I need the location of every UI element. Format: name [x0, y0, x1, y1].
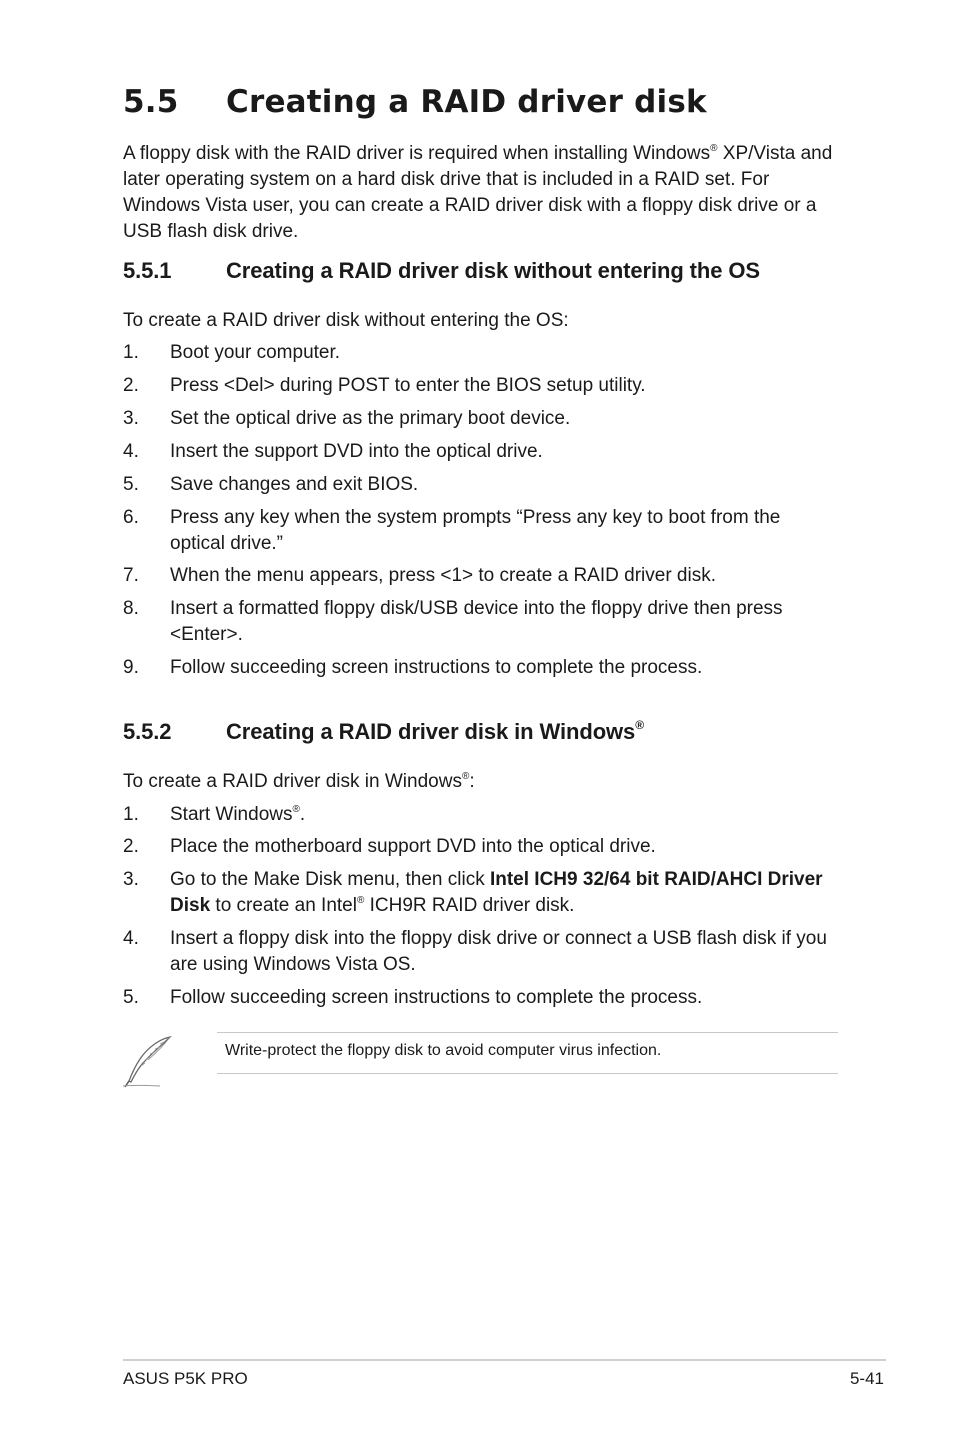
feather-pen-icon	[120, 1033, 176, 1089]
footer-page-number: 5-41	[849, 1369, 884, 1388]
subsection-title: Creating a RAID driver disk without entering the OS	[226, 258, 760, 283]
sub2-lead: To create a RAID driver disk in Windows®:	[123, 771, 475, 792]
note-text: Write-protect the floppy disk to avoid computer virus infection.	[225, 1042, 662, 1059]
list-item: 6. Press any key when the system prompts “Press any key to boot from the optical drive.”	[123, 507, 781, 554]
subsection-title: Creating a RAID driver disk in Windows	[226, 719, 636, 744]
footer-divider	[123, 1359, 886, 1361]
section-number: 5.5	[123, 84, 179, 120]
list-item: 2. Press <Del> during POST to enter the BIOS setup utility.	[123, 375, 646, 396]
subsection-number: 5.5.1	[123, 258, 172, 283]
subsection-heading-2: 5.5.2 Creating a RAID driver disk in Windows®	[123, 718, 644, 744]
sub1-lead: To create a RAID driver disk without entering the OS:	[123, 310, 569, 331]
list-item: 5. Follow succeeding screen instructions to complete the process.	[123, 987, 703, 1008]
list-item: 9. Follow succeeding screen instructions to complete the process.	[123, 657, 703, 678]
list-item: 1. Start Windows®.	[123, 804, 306, 825]
intro-paragraph: A floppy disk with the RAID driver is required when installing Windows® XP/Vista and later operating system on a hard disk drive that is included in a RAID set. For Windows Vista user, you can create a RAID driver disk with a floppy disk drive or a USB flash disk drive.	[123, 143, 833, 242]
list-item: 8. Insert a formatted floppy disk/USB device into the floppy drive then press <Enter>.	[123, 598, 783, 645]
footer-product-name: ASUS P5K PRO	[123, 1369, 248, 1388]
list-item: 3. Go to the Make Disk menu, then click Intel ICH9 32/64 bit RAID/AHCI Driver Disk to create an Intel® ICH9R RAID driver disk.	[123, 869, 823, 916]
section-heading	[123, 84, 707, 120]
menu-item-name: Intel ICH9 32/64 bit RAID/AHCI Driver Disk	[170, 869, 823, 916]
subsection-number: 5.5.2	[123, 719, 172, 744]
list-item: 4. Insert a floppy disk into the floppy disk drive or connect a USB flash disk if you are using Windows Vista OS.	[123, 928, 827, 975]
note-box	[217, 1032, 838, 1074]
list-item: 5. Save changes and exit BIOS.	[123, 474, 419, 495]
list-item: 1. Boot your computer.	[123, 342, 341, 363]
list-item: 3. Set the optical drive as the primary boot device.	[123, 408, 571, 429]
list-item: 7. When the menu appears, press <1> to create a RAID driver disk.	[123, 565, 716, 586]
list-item: 2. Place the motherboard support DVD into the optical drive.	[123, 836, 656, 857]
subsection-heading-1	[123, 258, 760, 284]
list-item: 4. Insert the support DVD into the optical drive.	[123, 441, 543, 462]
section-title: Creating a RAID driver disk	[226, 84, 707, 120]
